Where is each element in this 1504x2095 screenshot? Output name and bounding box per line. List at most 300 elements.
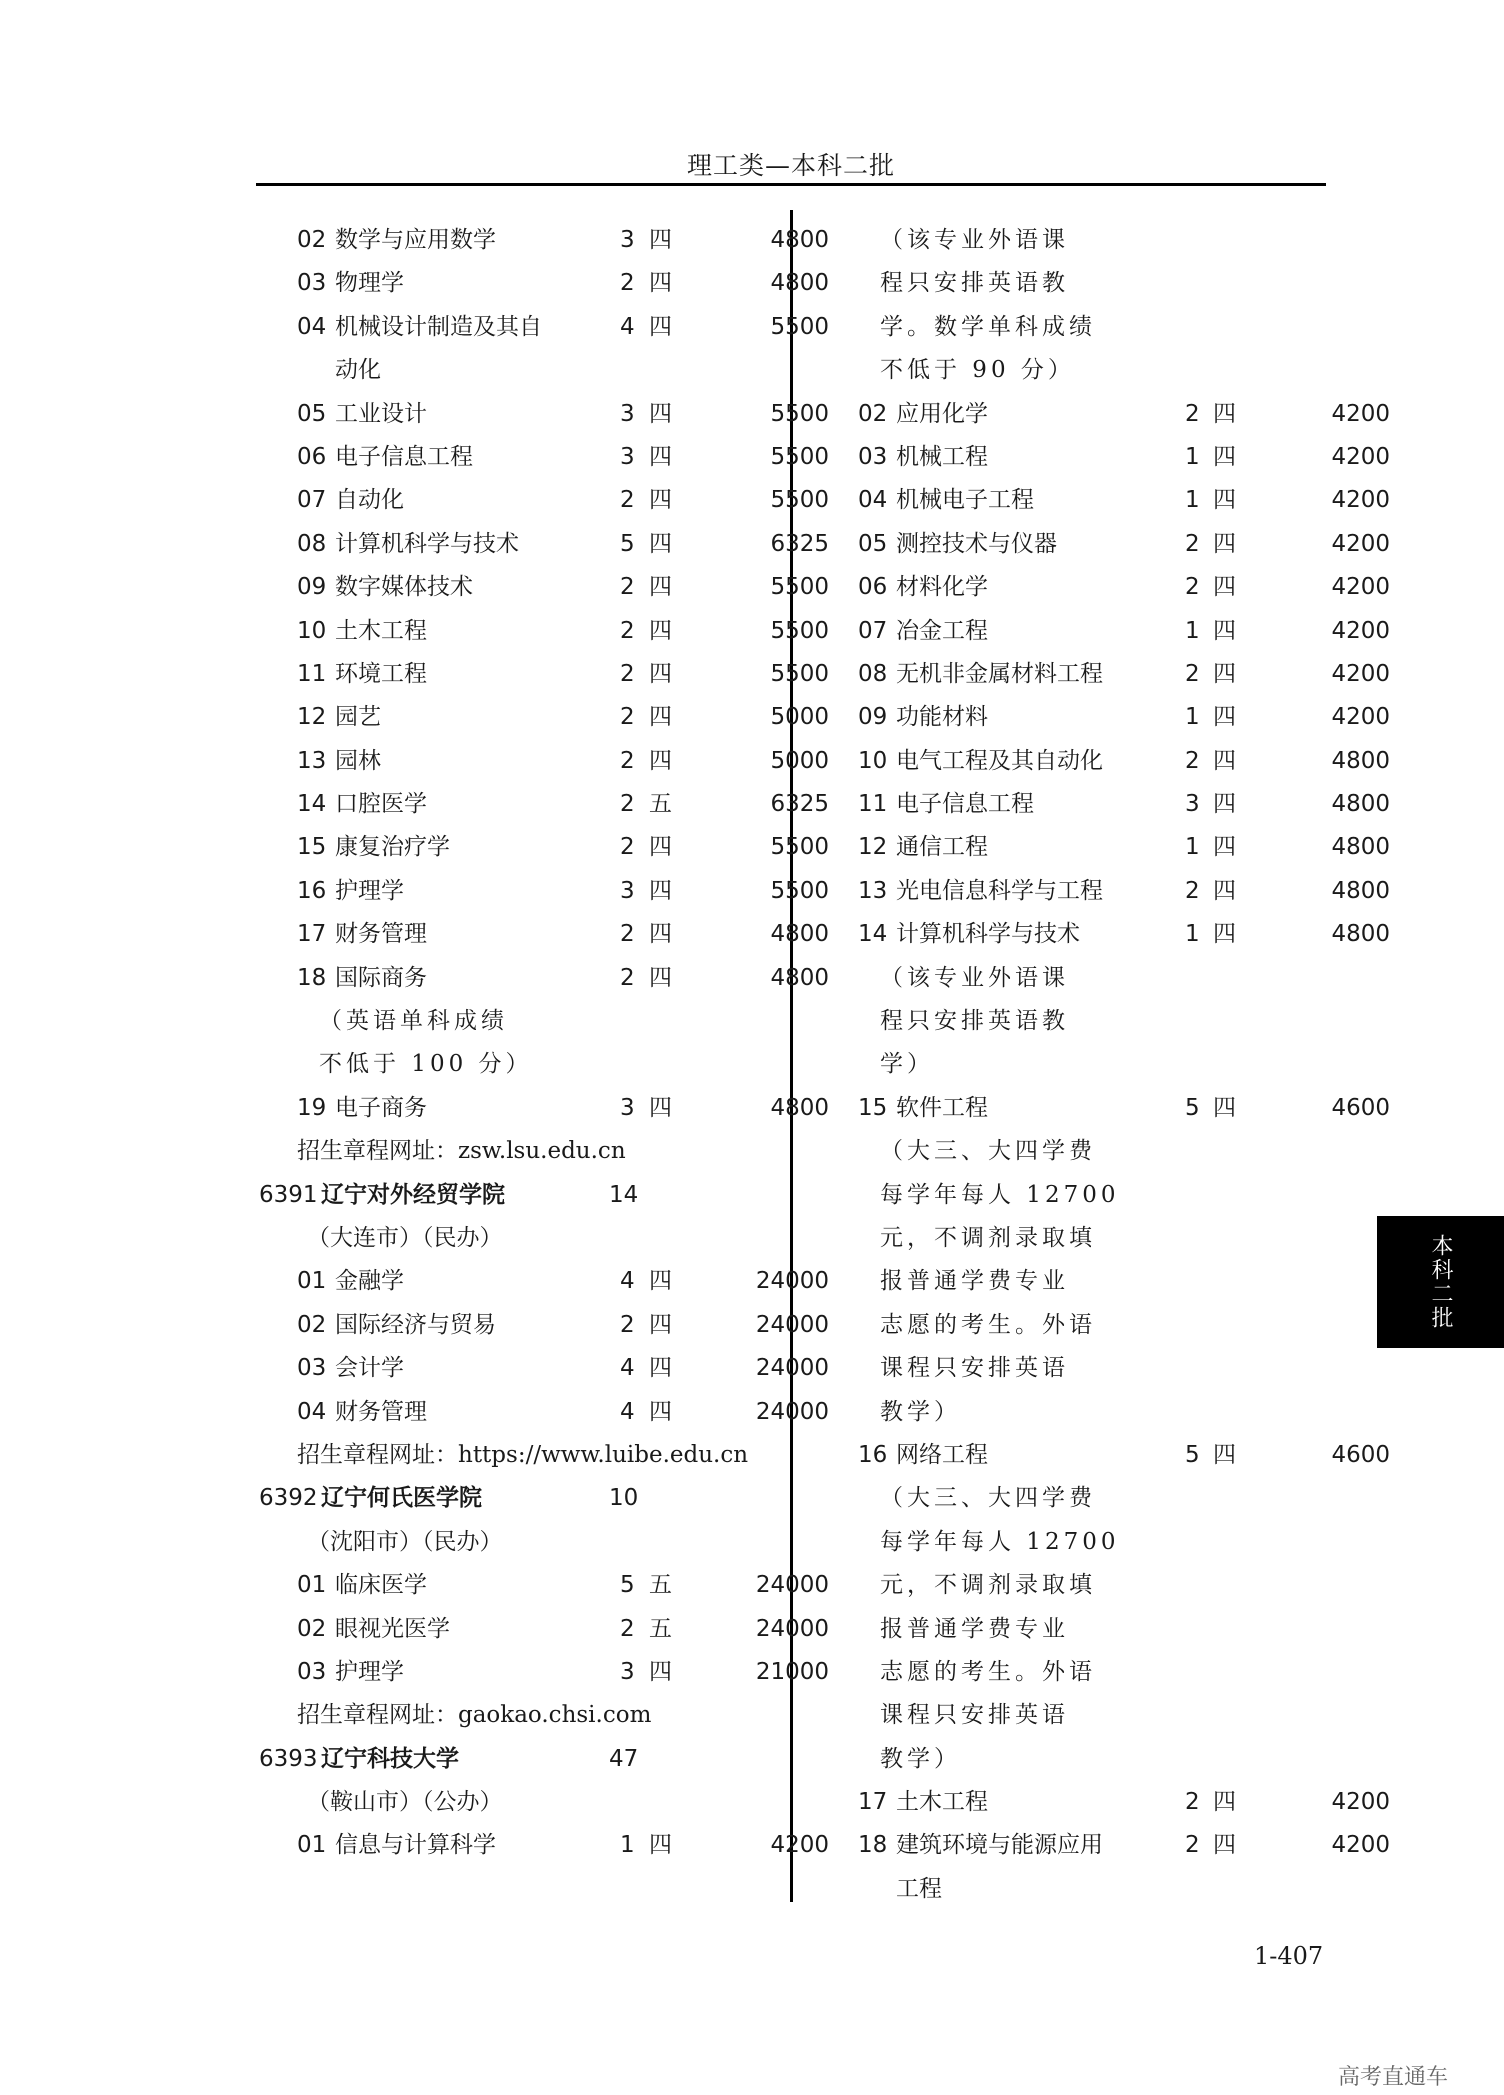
major-name: 会计学 — [335, 1355, 404, 1382]
major-tuition: 5500 — [770, 400, 829, 427]
major-number: 16 — [297, 877, 327, 904]
side-tab-label: 本科二批 — [1428, 1234, 1453, 1330]
major-quota: 4 — [620, 1355, 635, 1382]
major-tuition: 4200 — [1331, 443, 1390, 470]
major-tuition: 4800 — [770, 921, 829, 948]
note-text: 报普通学费专业 — [880, 1615, 1069, 1642]
major-name: 建筑环境与能源应用 — [896, 1832, 1103, 1859]
location-text: （大连市）（民办） — [307, 1224, 503, 1251]
major-row — [820, 523, 1390, 566]
major-duration: 四 — [649, 400, 672, 427]
note-text: （该专业外语课 — [880, 964, 1069, 991]
major-tuition: 4800 — [1331, 834, 1390, 861]
note-text: 教学） — [880, 1398, 961, 1425]
major-number: 13 — [858, 877, 888, 904]
major-note — [820, 1000, 1380, 1043]
major-number: 13 — [297, 747, 327, 774]
major-number: 04 — [297, 1398, 327, 1425]
major-note — [820, 1651, 1380, 1694]
location-text: （沈阳市）（民办） — [307, 1528, 503, 1555]
major-number: 11 — [858, 791, 888, 818]
major-duration: 四 — [1213, 617, 1236, 644]
major-name: 工业设计 — [335, 400, 427, 427]
major-name: 测控技术与仪器 — [896, 530, 1057, 557]
major-quota: 2 — [1185, 660, 1200, 687]
major-duration: 五 — [649, 1615, 672, 1642]
major-tuition: 6325 — [770, 530, 829, 557]
major-tuition: 4600 — [1331, 1094, 1390, 1121]
major-name: 应用化学 — [896, 400, 988, 427]
major-name: 电气工程及其自动化 — [896, 747, 1103, 774]
major-row — [259, 1824, 829, 1867]
note-text: （大三、大四学费 — [880, 1138, 1096, 1165]
url-text: 招生章程网址：https://www.luibe.edu.cn — [297, 1441, 749, 1468]
major-note — [820, 1130, 1380, 1173]
major-number: 09 — [297, 574, 327, 601]
major-duration: 四 — [649, 574, 672, 601]
major-quota: 2 — [620, 704, 635, 731]
major-duration: 四 — [649, 1398, 672, 1425]
note-text: 报普通学费专业 — [880, 1268, 1069, 1295]
major-tuition: 4200 — [1331, 574, 1390, 601]
major-name: 光电信息科学与工程 — [896, 877, 1103, 904]
major-duration: 四 — [649, 270, 672, 297]
major-duration: 四 — [1213, 574, 1236, 601]
major-duration: 四 — [649, 227, 672, 253]
major-number: 01 — [297, 1268, 327, 1295]
major-number: 03 — [297, 1658, 327, 1685]
institution-name: 辽宁对外经贸学院 — [321, 1181, 505, 1208]
major-duration: 五 — [649, 1572, 672, 1599]
institution-name: 辽宁何氏医学院 — [321, 1485, 482, 1512]
major-quota: 4 — [620, 313, 635, 340]
major-note — [820, 957, 1380, 1000]
major-row — [820, 1781, 1390, 1824]
major-tuition: 24000 — [755, 1268, 829, 1295]
major-name: 国际经济与贸易 — [335, 1311, 496, 1338]
major-row — [259, 696, 829, 739]
major-row — [820, 1824, 1390, 1867]
note-text: 程只安排英语教 — [880, 1008, 1069, 1035]
major-duration: 四 — [649, 1094, 672, 1121]
major-quota: 5 — [1185, 1441, 1200, 1468]
institution-location — [259, 1521, 819, 1564]
institution-code: 6393 — [259, 1745, 318, 1772]
note-text: （英语单科成绩 — [319, 1008, 508, 1035]
major-number: 03 — [858, 443, 888, 470]
major-row — [259, 870, 829, 913]
major-note — [820, 349, 1380, 392]
major-duration: 四 — [1213, 1094, 1236, 1121]
major-row — [259, 826, 829, 869]
major-duration: 四 — [1213, 660, 1236, 687]
header-rule — [256, 183, 1326, 186]
location-text: （鞍山市）（公办） — [307, 1789, 503, 1816]
major-tuition: 4800 — [770, 1094, 829, 1121]
major-name-continuation — [820, 1868, 1380, 1911]
major-duration: 四 — [1213, 530, 1236, 557]
major-quota: 2 — [1185, 877, 1200, 904]
major-row — [820, 479, 1390, 522]
institution-row — [259, 1174, 819, 1217]
major-row — [259, 1304, 829, 1347]
major-name: 财务管理 — [335, 921, 427, 948]
major-quota: 1 — [1185, 834, 1200, 861]
major-name: 数学与应用数学 — [335, 227, 496, 253]
major-name: 土木工程 — [896, 1789, 988, 1816]
side-tab — [1377, 1216, 1504, 1348]
major-name: 财务管理 — [335, 1398, 427, 1425]
major-tuition: 4800 — [1331, 921, 1390, 948]
major-duration: 四 — [649, 964, 672, 991]
major-quota: 3 — [620, 400, 635, 427]
watermark: 高考直通车 — [1338, 2065, 1449, 2090]
major-tuition: 4200 — [1331, 1789, 1390, 1816]
major-row — [259, 1391, 829, 1434]
major-row — [820, 783, 1390, 826]
major-name: 机械设计制造及其自 — [335, 313, 542, 340]
major-number: 17 — [297, 921, 327, 948]
major-row — [820, 826, 1390, 869]
major-row — [820, 610, 1390, 653]
major-quota: 2 — [1185, 747, 1200, 774]
major-tuition: 4600 — [1331, 1441, 1390, 1468]
major-duration: 四 — [1213, 400, 1236, 427]
major-note — [820, 1738, 1380, 1781]
major-note — [820, 1174, 1380, 1217]
major-quota: 4 — [620, 1268, 635, 1295]
page-header-title: 理工类—本科二批 — [686, 151, 895, 180]
major-number: 04 — [858, 487, 888, 514]
major-quota: 1 — [1185, 443, 1200, 470]
major-quota: 5 — [620, 530, 635, 557]
note-text: 不低于 90 分） — [880, 357, 1075, 384]
major-name: 机械工程 — [896, 443, 988, 470]
major-row — [259, 913, 829, 956]
major-tuition: 5500 — [770, 313, 829, 340]
major-tuition: 4800 — [1331, 877, 1390, 904]
institution-quota: 47 — [609, 1745, 639, 1772]
major-quota: 3 — [620, 443, 635, 470]
right-column — [820, 219, 1390, 1911]
major-row — [259, 306, 829, 349]
major-quota: 2 — [620, 921, 635, 948]
major-row — [820, 1434, 1390, 1477]
major-tuition: 4800 — [1331, 747, 1390, 774]
note-text: 教学） — [880, 1745, 961, 1772]
major-duration: 四 — [649, 617, 672, 644]
major-row — [820, 393, 1390, 436]
major-duration: 四 — [1213, 921, 1236, 948]
major-duration: 四 — [649, 660, 672, 687]
major-name: 软件工程 — [896, 1094, 988, 1121]
institution-location — [259, 1217, 819, 1260]
major-number: 16 — [858, 1441, 888, 1468]
major-name: 计算机科学与技术 — [896, 921, 1080, 948]
major-name: 冶金工程 — [896, 617, 988, 644]
major-name: 网络工程 — [896, 1441, 988, 1468]
major-duration: 四 — [1213, 704, 1236, 731]
major-duration: 四 — [649, 1658, 672, 1685]
major-quota: 3 — [620, 877, 635, 904]
major-row — [259, 1347, 829, 1390]
major-row — [259, 1651, 829, 1694]
major-row — [820, 740, 1390, 783]
major-duration: 四 — [649, 1832, 672, 1859]
institution-name: 辽宁科技大学 — [321, 1745, 459, 1772]
major-duration: 四 — [649, 704, 672, 731]
major-number: 18 — [858, 1832, 888, 1859]
note-text: 每学年每人 12700 — [880, 1528, 1120, 1555]
major-name: 护理学 — [335, 877, 404, 904]
major-tuition: 4200 — [1331, 487, 1390, 514]
major-duration: 四 — [649, 877, 672, 904]
major-duration: 五 — [649, 791, 672, 818]
note-text: 学。数学单科成绩 — [880, 313, 1096, 340]
institution-quota: 14 — [609, 1181, 639, 1208]
major-quota: 2 — [1185, 400, 1200, 427]
major-quota: 2 — [620, 834, 635, 861]
major-row — [259, 393, 829, 436]
major-note — [820, 1217, 1380, 1260]
major-duration: 四 — [1213, 747, 1236, 774]
note-text: 志愿的考生。外语 — [880, 1658, 1096, 1685]
major-row — [259, 262, 829, 305]
major-quota: 2 — [620, 964, 635, 991]
major-name: 自动化 — [335, 487, 404, 514]
major-tuition: 24000 — [755, 1311, 829, 1338]
major-duration: 四 — [1213, 1832, 1236, 1859]
major-row — [259, 610, 829, 653]
major-name-continuation — [259, 349, 819, 392]
major-duration: 四 — [649, 921, 672, 948]
major-quota: 2 — [620, 574, 635, 601]
major-number: 01 — [297, 1832, 327, 1859]
major-quota: 5 — [620, 1572, 635, 1599]
major-tuition: 4200 — [1331, 1832, 1390, 1859]
major-quota: 3 — [1185, 791, 1200, 818]
major-name: 金融学 — [335, 1268, 404, 1295]
note-text: 程只安排英语教 — [880, 270, 1069, 297]
major-quota: 2 — [620, 660, 635, 687]
page-number: 1-407 — [1254, 1942, 1324, 1970]
major-quota: 1 — [1185, 487, 1200, 514]
major-name: 土木工程 — [335, 617, 427, 644]
url-text: 招生章程网址：zsw.lsu.edu.cn — [297, 1138, 626, 1165]
major-quota: 1 — [1185, 704, 1200, 731]
major-tuition: 5500 — [770, 443, 829, 470]
major-duration: 四 — [649, 834, 672, 861]
major-quota: 4 — [620, 1398, 635, 1425]
major-quota: 1 — [1185, 617, 1200, 644]
major-row — [820, 1087, 1390, 1130]
major-name: 电子信息工程 — [896, 791, 1034, 818]
major-row — [259, 957, 829, 1000]
major-row — [820, 696, 1390, 739]
note-text: （大三、大四学费 — [880, 1485, 1096, 1512]
note-text: 课程只安排英语 — [880, 1702, 1069, 1729]
major-row — [259, 783, 829, 826]
note-text: 不低于 100 分） — [319, 1051, 533, 1078]
major-duration: 四 — [649, 1311, 672, 1338]
major-quota: 2 — [620, 1311, 635, 1338]
major-duration: 四 — [649, 443, 672, 470]
major-duration: 四 — [1213, 877, 1236, 904]
major-tuition: 4800 — [770, 964, 829, 991]
note-text: 每学年每人 12700 — [880, 1181, 1120, 1208]
institution-row — [259, 1477, 819, 1520]
major-number: 14 — [297, 791, 327, 818]
major-row — [820, 436, 1390, 479]
major-tuition: 5500 — [770, 834, 829, 861]
major-number: 04 — [297, 313, 327, 340]
major-quota: 1 — [620, 1832, 635, 1859]
major-number: 15 — [297, 834, 327, 861]
major-number: 11 — [297, 660, 327, 687]
major-quota: 2 — [1185, 574, 1200, 601]
major-name: 环境工程 — [335, 660, 427, 687]
major-duration: 四 — [649, 1268, 672, 1295]
admission-url — [259, 1694, 819, 1737]
major-number: 17 — [858, 1789, 888, 1816]
major-name: 护理学 — [335, 1658, 404, 1685]
major-duration: 四 — [1213, 1789, 1236, 1816]
major-note — [259, 1000, 819, 1043]
continuation-text: 动化 — [335, 357, 381, 384]
major-name: 园林 — [335, 747, 381, 774]
major-duration: 四 — [1213, 791, 1236, 818]
major-note — [820, 1521, 1380, 1564]
note-text: 课程只安排英语 — [880, 1355, 1069, 1382]
major-row — [820, 913, 1390, 956]
major-number: 18 — [297, 964, 327, 991]
major-name: 信息与计算科学 — [335, 1832, 496, 1859]
note-text: 元，不调剂录取填 — [880, 1224, 1096, 1251]
major-note — [820, 1477, 1380, 1520]
major-row — [820, 870, 1390, 913]
major-number: 06 — [297, 443, 327, 470]
note-text: （该专业外语课 — [880, 227, 1069, 253]
major-number: 09 — [858, 704, 888, 731]
major-name: 通信工程 — [896, 834, 988, 861]
major-number: 03 — [297, 270, 327, 297]
major-tuition: 6325 — [770, 791, 829, 818]
major-quota: 2 — [620, 270, 635, 297]
major-note — [259, 1043, 819, 1086]
major-duration: 四 — [649, 487, 672, 514]
continuation-text: 工程 — [896, 1875, 942, 1902]
major-tuition: 4200 — [1331, 530, 1390, 557]
institution-code: 6391 — [259, 1181, 318, 1208]
major-quota: 2 — [1185, 1832, 1200, 1859]
major-duration: 四 — [1213, 1441, 1236, 1468]
major-number: 12 — [858, 834, 888, 861]
major-tuition: 4800 — [770, 270, 829, 297]
major-tuition: 5000 — [770, 747, 829, 774]
major-row — [820, 653, 1390, 696]
major-name: 临床医学 — [335, 1572, 427, 1599]
left-column — [259, 219, 829, 1868]
major-row — [259, 566, 829, 609]
major-name: 电子信息工程 — [335, 443, 473, 470]
major-duration: 四 — [649, 1355, 672, 1382]
major-note — [820, 1694, 1380, 1737]
major-name: 国际商务 — [335, 964, 427, 991]
major-number: 07 — [858, 617, 888, 644]
major-name: 物理学 — [335, 270, 404, 297]
major-tuition: 4200 — [1331, 617, 1390, 644]
major-tuition: 4200 — [770, 1832, 829, 1859]
major-row — [259, 653, 829, 696]
major-note — [820, 1391, 1380, 1434]
major-number: 08 — [858, 660, 888, 687]
major-quota: 2 — [620, 791, 635, 818]
note-text: 志愿的考生。外语 — [880, 1311, 1096, 1338]
note-text: 元，不调剂录取填 — [880, 1572, 1096, 1599]
major-name: 眼视光医学 — [335, 1615, 450, 1642]
major-duration: 四 — [1213, 834, 1236, 861]
major-row — [259, 1087, 829, 1130]
major-row — [259, 436, 829, 479]
major-tuition: 4200 — [1331, 400, 1390, 427]
major-row — [259, 740, 829, 783]
note-text: 学） — [880, 1051, 934, 1078]
major-number: 05 — [297, 400, 327, 427]
institution-code: 6392 — [259, 1485, 318, 1512]
major-row — [259, 219, 829, 262]
major-tuition: 5500 — [770, 617, 829, 644]
major-tuition: 24000 — [755, 1615, 829, 1642]
major-number: 06 — [858, 574, 888, 601]
major-quota: 2 — [620, 487, 635, 514]
major-number: 15 — [858, 1094, 888, 1121]
major-duration: 四 — [1213, 443, 1236, 470]
major-tuition: 4200 — [1331, 660, 1390, 687]
major-name: 数字媒体技术 — [335, 574, 473, 601]
major-row — [259, 1564, 829, 1607]
major-tuition: 24000 — [755, 1355, 829, 1382]
major-quota: 2 — [620, 1615, 635, 1642]
major-number: 02 — [297, 1615, 327, 1642]
major-number: 14 — [858, 921, 888, 948]
institution-quota: 10 — [609, 1485, 639, 1512]
major-duration: 四 — [649, 747, 672, 774]
major-quota: 3 — [620, 1658, 635, 1685]
major-name: 机械电子工程 — [896, 487, 1034, 514]
major-row — [259, 523, 829, 566]
major-note — [820, 1304, 1380, 1347]
major-tuition: 5000 — [770, 704, 829, 731]
major-tuition: 24000 — [755, 1398, 829, 1425]
major-row — [259, 479, 829, 522]
major-number: 08 — [297, 530, 327, 557]
major-quota: 5 — [1185, 1094, 1200, 1121]
major-note — [820, 219, 1380, 262]
major-note — [820, 1043, 1380, 1086]
major-tuition: 24000 — [755, 1572, 829, 1599]
major-row — [259, 1608, 829, 1651]
major-name: 康复治疗学 — [335, 834, 450, 861]
institution-location — [259, 1781, 819, 1824]
major-duration: 四 — [649, 313, 672, 340]
major-number: 10 — [858, 747, 888, 774]
major-number: 03 — [297, 1355, 327, 1382]
major-number: 07 — [297, 487, 327, 514]
major-duration: 四 — [649, 530, 672, 557]
major-note — [820, 1564, 1380, 1607]
major-name: 口腔医学 — [335, 791, 427, 818]
major-name: 材料化学 — [896, 574, 988, 601]
